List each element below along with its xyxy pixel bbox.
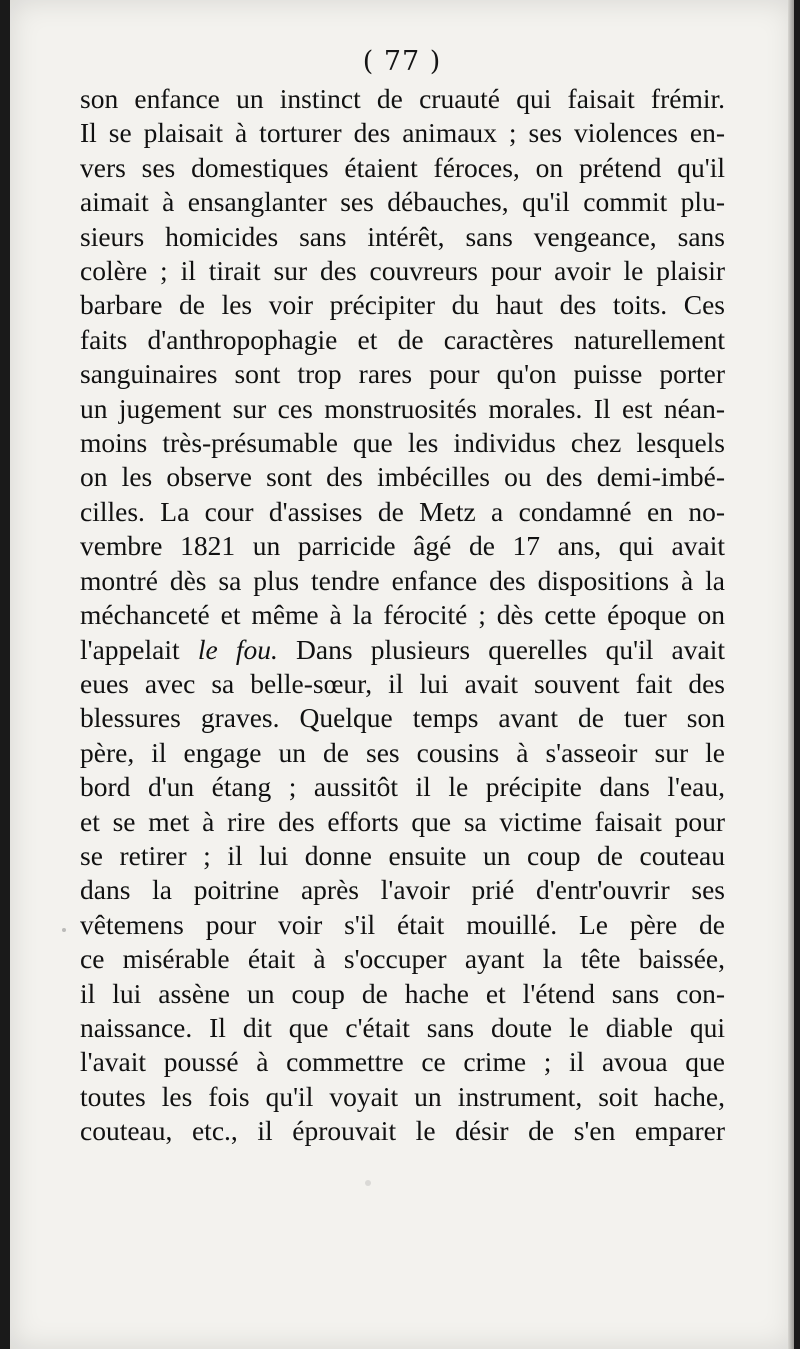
page-edge-shadow bbox=[788, 0, 794, 1349]
text-line: Il se plaisait à torturer des animaux ; ses violences en- bbox=[80, 117, 725, 149]
text-line: faits d'anthropophagie et de caractères naturellement bbox=[80, 323, 725, 355]
text-line: aimait à ensanglanter ses débauches, qu'il commit plu- bbox=[80, 186, 725, 218]
text-line: se retirer ; il lui donne ensuite un coup de couteau bbox=[80, 839, 725, 871]
text-line: naissance. Il dit que c'était sans doute le diable qui bbox=[80, 1011, 725, 1043]
text-line: moins très-présumable que les individus chez lesquels bbox=[80, 427, 725, 459]
text-line: père, il engage un de ses cousins à s'asseoir sur le bbox=[80, 736, 725, 768]
text-segment: l'appelait bbox=[80, 633, 198, 665]
text-line: couteau, etc., il éprouvait le désir de s'en emparer bbox=[80, 1115, 725, 1147]
text-line: bord d'un étang ; aussitôt il le précipite dans l'eau, bbox=[80, 771, 725, 803]
text-line: cilles. La cour d'assises de Metz a condamné en no- bbox=[80, 495, 725, 527]
text-line: ce misérable était à s'occuper ayant la tête baissée, bbox=[80, 943, 725, 975]
text-line: toutes les fois qu'il voyait un instrument, soit hache, bbox=[80, 1080, 725, 1112]
text-line: colère ; il tirait sur des couvreurs pour avoir le plaisir bbox=[80, 255, 725, 287]
page-body-text bbox=[80, 82, 725, 1149]
text-line: son enfance un instinct de cruauté qui faisait frémir. bbox=[80, 83, 725, 114]
text-line: dans la poitrine après l'avoir prié d'entr'ouvrir ses bbox=[80, 874, 725, 906]
ink-speck bbox=[615, 1022, 620, 1027]
text-line: et se met à rire des efforts que sa victime faisait pour bbox=[80, 805, 725, 837]
text-line: sanguinaires sont trop rares pour qu'on puisse porter bbox=[80, 358, 725, 390]
italic-phrase: le fou. bbox=[197, 633, 278, 665]
text-line: un jugement sur ces monstruosités morales. Il est néan- bbox=[80, 392, 725, 424]
text-line-italic-phrase bbox=[80, 633, 725, 667]
text-line: barbare de les voir précipiter du haut des toits. Ces bbox=[80, 289, 725, 321]
text-line: vers ses domestiques étaient féroces, on prétend qu'il bbox=[80, 151, 725, 183]
text-segment: Dans plusieurs querelles qu'il avait bbox=[277, 633, 725, 665]
text-line: eues avec sa belle-sœur, il lui avait souvent fait des bbox=[80, 667, 725, 699]
text-line: vêtemens pour voir s'il était mouillé. Le père de bbox=[80, 908, 725, 940]
text-line: vembre 1821 un parricide âgé de 17 ans, qui avait bbox=[80, 530, 725, 562]
text-line: il lui assène un coup de hache et l'étend sans con- bbox=[80, 977, 725, 1009]
text-line: l'avait poussé à commettre ce crime ; il avoua que bbox=[80, 1046, 725, 1078]
text-line: on les observe sont des imbécilles ou des demi-imbé- bbox=[80, 461, 725, 493]
text-line: sieurs homicides sans intérêt, sans vengeance, sans bbox=[80, 220, 725, 252]
book-page bbox=[10, 0, 794, 1349]
page-number: ( 77 ) bbox=[362, 46, 442, 77]
text-line: méchanceté et même à la férocité ; dès cette époque on bbox=[80, 599, 725, 631]
ink-speck bbox=[365, 1180, 371, 1186]
text-line: blessures graves. Quelque temps avant de tuer son bbox=[80, 702, 725, 734]
text-line: montré dès sa plus tendre enfance des dispositions à la bbox=[80, 564, 725, 596]
ink-speck bbox=[62, 928, 66, 932]
